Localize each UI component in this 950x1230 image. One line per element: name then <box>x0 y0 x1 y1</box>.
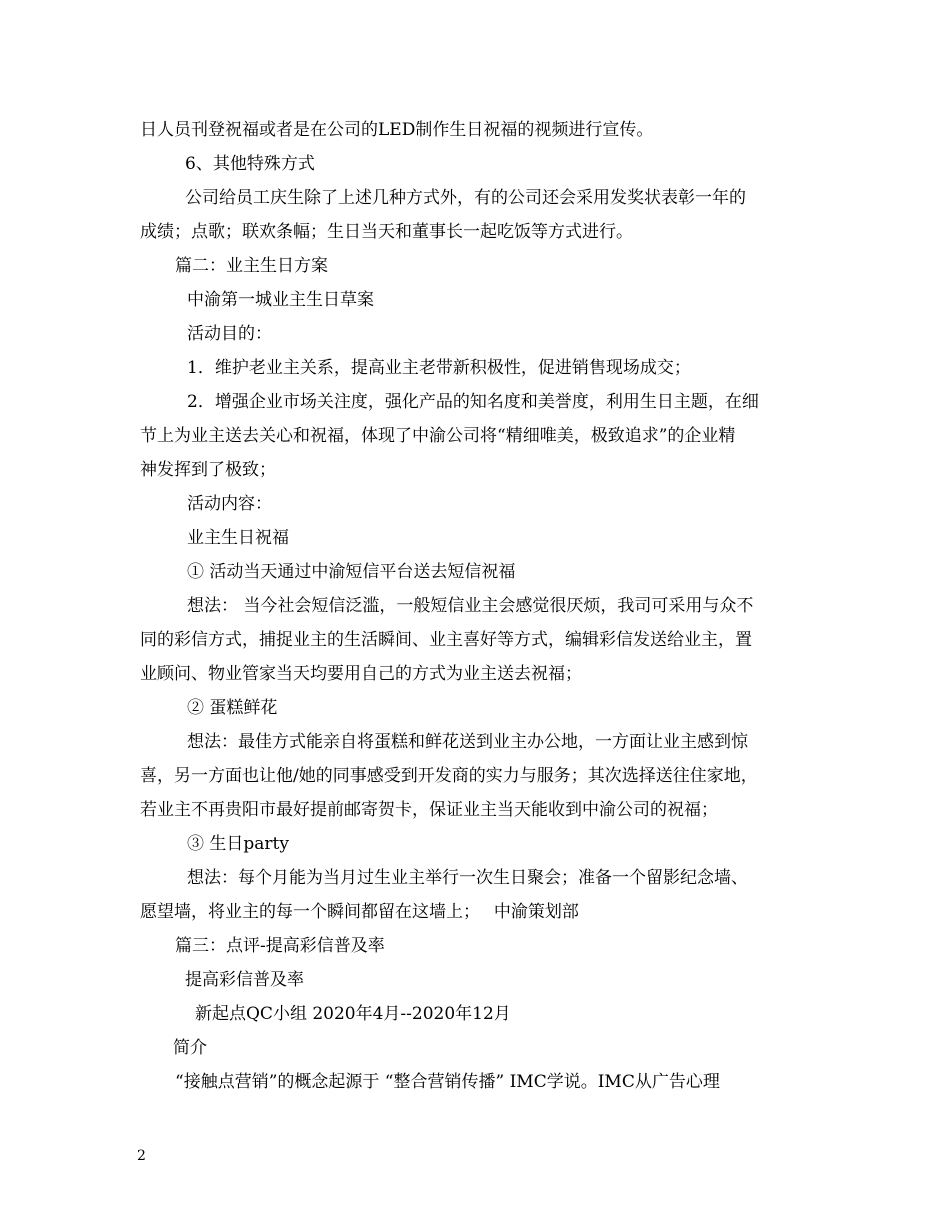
text-line-11: 神发挥到了极致； <box>140 460 276 480</box>
intro-heading: 简介 <box>173 1038 207 1058</box>
text-line-21: 若业主不再贵阳市最好提前邮寄贺卡，保证业主当天能收到中渝公司的祝福； <box>140 800 718 820</box>
intro-text-line: “接触点营销”的概念起源于 “整合营销传播” IMC学说。IMC从广告心理 <box>175 1072 720 1092</box>
text-line-10: 节上为业主送去关心和祝福，体现了中渝公司将“精细唯美，极致追求”的企业精 <box>140 426 736 446</box>
activity-purpose-label: 活动目的： <box>187 324 272 344</box>
text-line-23: 想法：每个月能为当月过生业主举行一次生日聚会；准备一个留影纪念墙、 <box>187 868 748 888</box>
text-line-24: 愿望墙，将业主的每一个瞬间都留在这墙上； 中渝策划部 <box>140 902 579 922</box>
report-title: 提高彩信普及率 <box>185 970 304 990</box>
section-heading-6: 6、其他特殊方式 <box>185 154 315 174</box>
text-line-3: 公司给员工庆生除了上述几种方式外，有的公司还会采用发奖状表彰一年的 <box>185 188 746 208</box>
item-3-party: ③ 生日party <box>187 834 289 854</box>
article-heading-3: 篇三：点评-提高彩信普及率 <box>175 936 385 956</box>
item-2-cake: ② 蛋糕鲜花 <box>187 698 278 718</box>
text-line-1: 日人员刊登祝福或者是在公司的LED制作生日祝福的视频进行宣传。 <box>140 120 654 140</box>
text-line-19: 想法：最佳方式能亲自将蛋糕和鲜花送到业主办公地，一方面让业主感到惊 <box>187 732 748 752</box>
purpose-item-2: 2．增强企业市场关注度，强化产品的知名度和美誉度，利用生日主题，在细 <box>187 392 759 412</box>
text-line-4: 成绩；点歌；联欢条幅；生日当天和董事长一起吃饭等方式进行。 <box>140 222 633 242</box>
text-line-15: 想法： 当今社会短信泛滥，一般短信业主会感觉很厌烦，我司可采用与众不 <box>187 596 754 616</box>
text-line-16: 同的彩信方式，捕捉业主的生活瞬间、业主喜好等方式，编辑彩信发送给业主，置 <box>140 630 752 650</box>
item-1-sms: ① 活动当天通过中渝短信平台送去短信祝福 <box>187 562 516 582</box>
birthday-wish-heading: 业主生日祝福 <box>187 528 289 548</box>
text-line-17: 业顾问、物业管家当天均要用自己的方式为业主送去祝福； <box>140 664 582 684</box>
page-number: 2 <box>137 1148 146 1164</box>
subtitle-line: 中渝第一城业主生日草案 <box>187 290 374 310</box>
text-line-20: 喜，另一方面也让他/她的同事感受到开发商的实力与服务；其次选择送往住家地， <box>140 766 758 786</box>
report-team-date: 新起点QC小组 2020年4月--2020年12月 <box>195 1004 511 1024</box>
article-heading-2: 篇二：业主生日方案 <box>175 256 328 276</box>
activity-content-label: 活动内容： <box>187 494 272 514</box>
purpose-item-1: 1．维护老业主关系，提高业主老带新积极性，促进销售现场成交； <box>187 358 691 378</box>
